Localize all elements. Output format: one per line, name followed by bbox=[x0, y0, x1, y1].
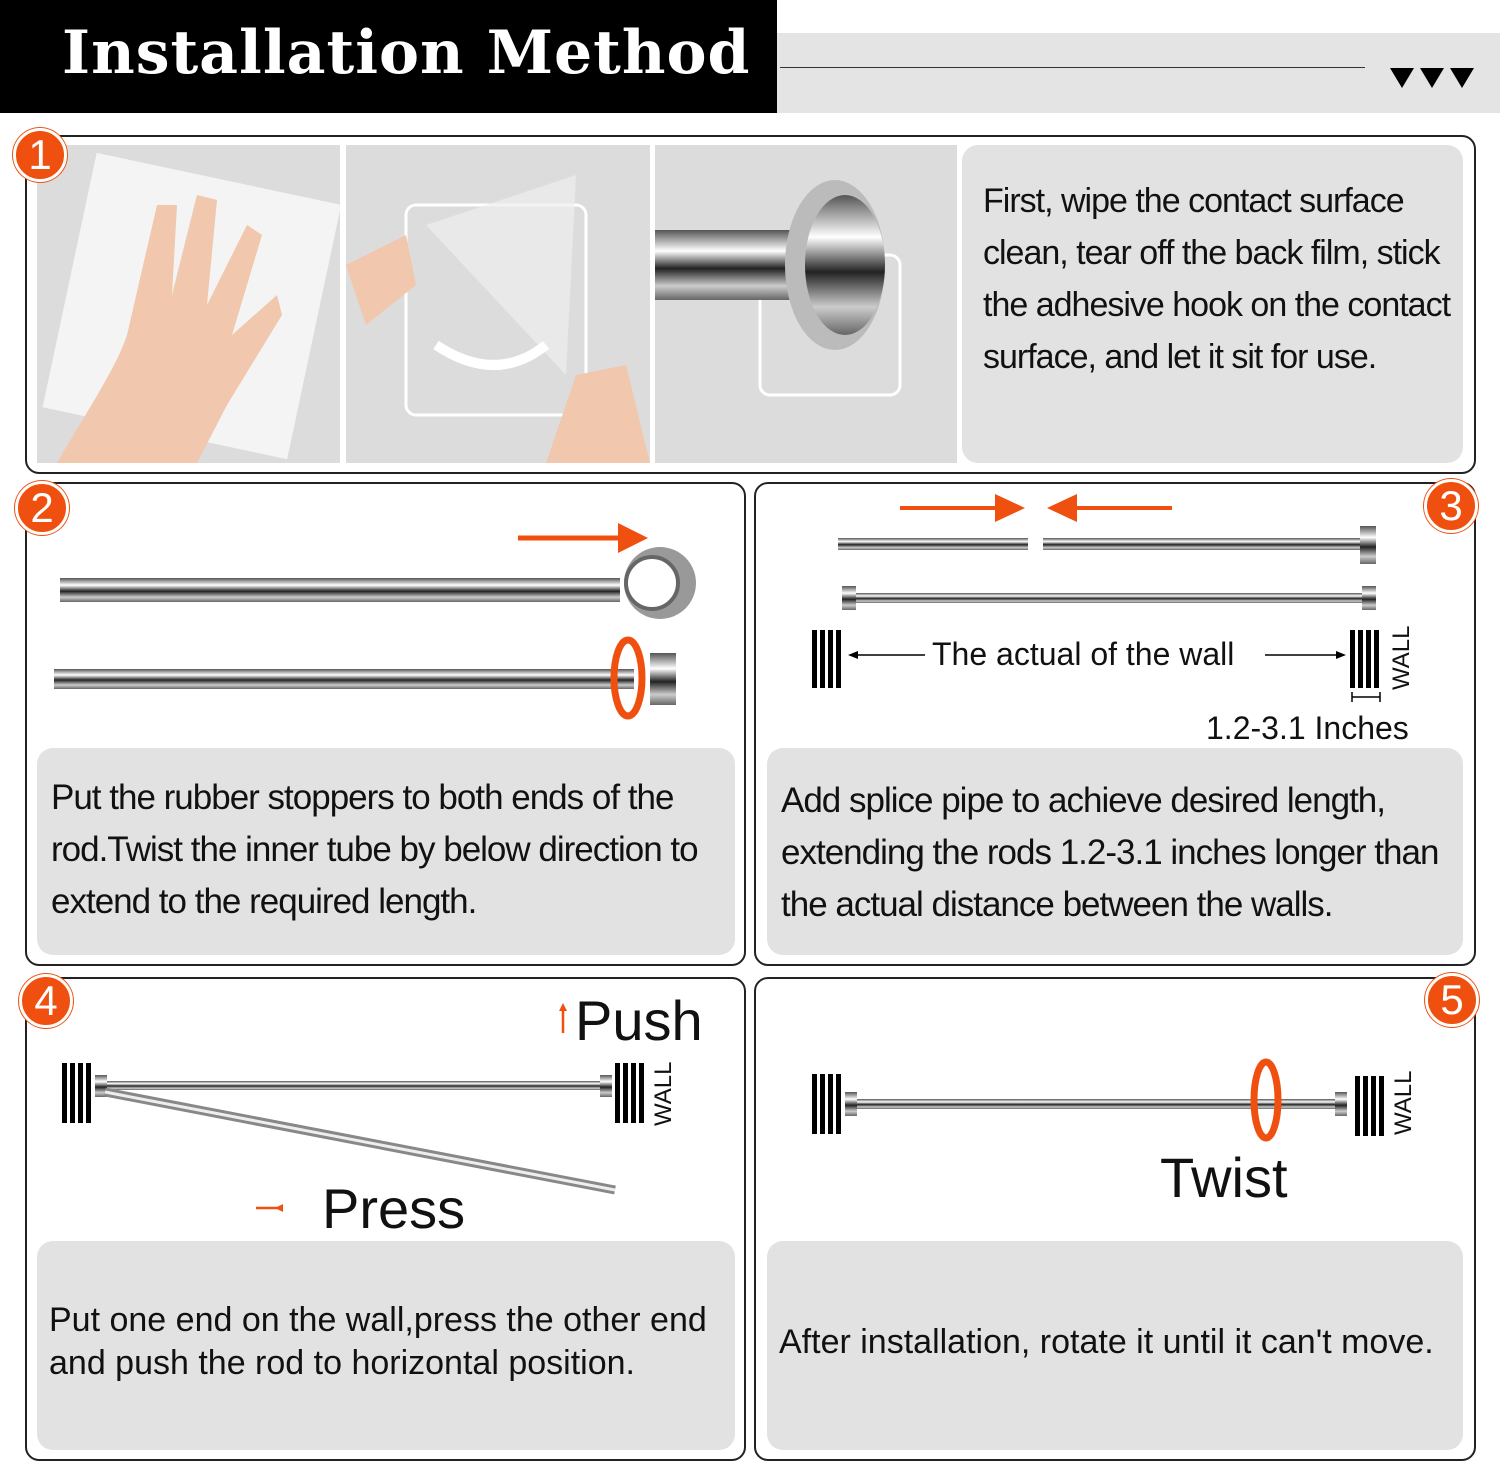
page-title: Installation Method bbox=[62, 18, 751, 88]
press-label: Press bbox=[322, 1177, 466, 1240]
step-4-badge: 4 bbox=[19, 974, 73, 1028]
splice-pipe-diagram bbox=[800, 490, 1420, 710]
step-3-text: Add splice pipe to achieve desired length, extending the rods 1.2-3.1 inches longer than the actual distance between the walls. bbox=[767, 748, 1463, 955]
step-2-text: Put the rubber stoppers to both ends of the rod.Twist the inner tube by below direction to extend to the required length. bbox=[37, 748, 735, 955]
step-5-text: After installation, rotate it until it can't move. bbox=[767, 1241, 1463, 1450]
mounted-hook-photo bbox=[655, 145, 957, 463]
step-3-badge: 3 bbox=[1424, 479, 1478, 533]
step-4-text: Put one end on the wall,press the other end and push the rod to horizontal position. bbox=[37, 1241, 735, 1450]
rod-with-stopper-diagram bbox=[40, 515, 720, 735]
wall-distance-caption: The actual of the wall bbox=[932, 636, 1235, 672]
twist-label: Twist bbox=[1160, 1146, 1288, 1209]
peel-film-photo bbox=[346, 145, 650, 463]
wipe-surface-photo bbox=[37, 145, 340, 463]
step-1-text: First, wipe the contact surface clean, tear off the back film, stick the adhesive hook on the contact surface, and let it sit for use. bbox=[962, 145, 1463, 463]
step-1-badge: 1 bbox=[13, 128, 67, 182]
wall-label: WALL bbox=[650, 1061, 677, 1126]
header-divider bbox=[780, 67, 1365, 68]
twist-diagram bbox=[800, 1050, 1420, 1160]
triangles-icon bbox=[1390, 68, 1476, 90]
step-2-badge: 2 bbox=[15, 481, 69, 535]
step-5-badge: 5 bbox=[1425, 973, 1479, 1027]
extension-range-label: 1.2-3.1 Inches bbox=[1206, 710, 1409, 746]
wall-label: WALL bbox=[1388, 625, 1415, 690]
wall-label: WALL bbox=[1390, 1070, 1417, 1135]
push-label: Push bbox=[575, 989, 703, 1052]
